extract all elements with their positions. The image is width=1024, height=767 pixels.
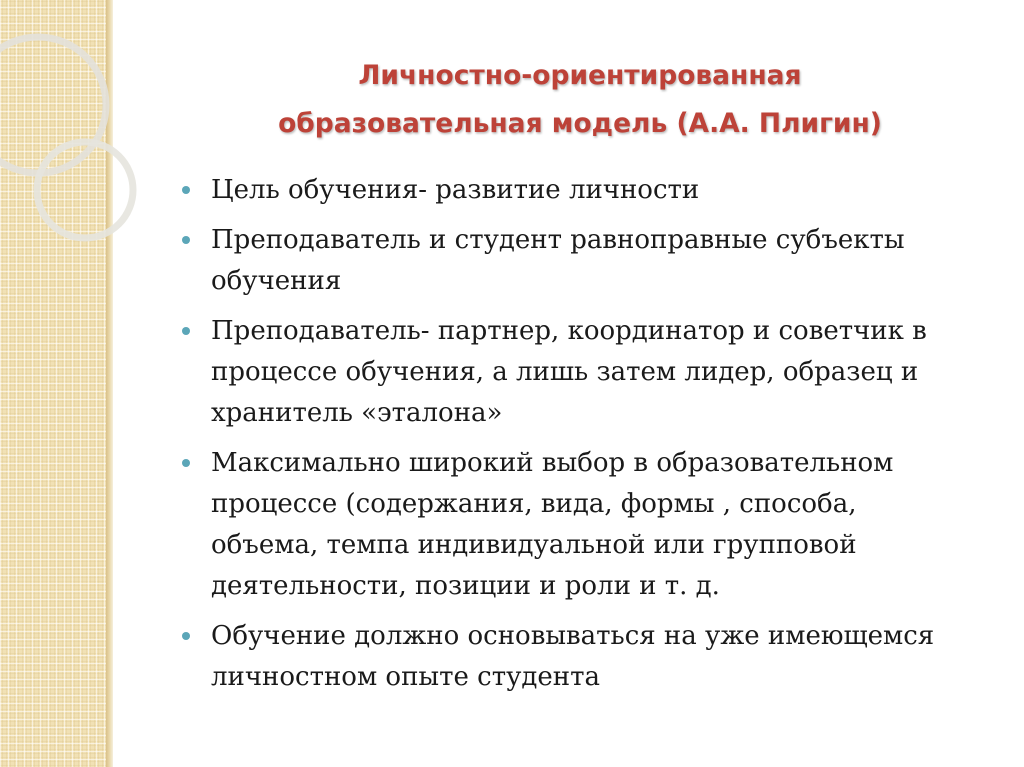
- decorative-rings: [0, 0, 130, 260]
- bullet-list: [182, 170, 1002, 707]
- bullet-item: [182, 443, 951, 607]
- bullet-text: Преподаватель- партнер, координатор и советчик в процессе обучения, а лишь затем лидер, образец и хранитель «эталона»: [211, 316, 927, 428]
- bullet-text: Цель обучения- развитие личности: [211, 175, 700, 205]
- title-line-1: Личностно-ориентированная: [358, 60, 802, 91]
- bullet-text: Обучение должно основываться на уже имеющемся личностном опыте студента: [211, 621, 935, 692]
- bullet-text: Максимально широкий выбор в образовательном процессе (содержания, вида, формы , способа, объема, темпа индивидуальной или групповой деятельности, позиции и роли и т. д.: [211, 448, 894, 601]
- bullet-text: Преподаватель и студент равноправные субъекты обучения: [211, 225, 905, 296]
- bullet-item: [182, 170, 771, 211]
- bullet-dot-icon: [182, 459, 190, 467]
- bullet-dot-icon: [182, 632, 190, 640]
- bullet-dot-icon: [182, 327, 190, 335]
- bullet-dot-icon: [182, 186, 190, 194]
- bullet-item: [182, 616, 1001, 698]
- bullet-dot-icon: [182, 236, 190, 244]
- title-line-2: образовательная модель (А.А. Плигин): [278, 108, 882, 139]
- slide-title: [150, 52, 1010, 148]
- bullet-item: [182, 220, 951, 302]
- bullet-item: [182, 311, 1001, 434]
